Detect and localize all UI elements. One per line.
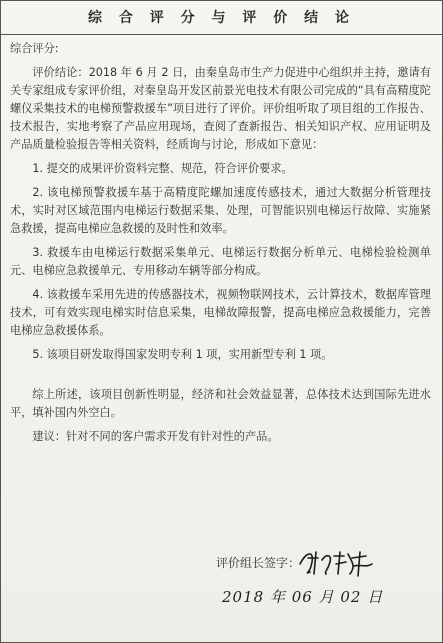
opinion-item-5: 5. 该项目研发取得国家发明专利 1 项，实用新型专利 1 项。 — [32, 348, 333, 361]
intro-paragraph: 评价结论：2018 年 6 月 2 日，由秦皇岛市生产力促进中心组织并主持，邀请有关专家组成专家评价组，对秦皇岛开发区前景光电技术有限公司完成的“具有高精度陀螺仪采集技术的电梯预警救援车”项目进行了评价。评价组听取了项目组的工作报告、技术报告，实地考察了产品应用现场，查阅了查新报告、相关知识产权、应用证明及产品质量检验报告等相关资料，经质询与讨论，形成如下意见： — [10, 66, 431, 151]
opinion-item-4: 4. 该救援车采用先进的传感器技术，视频物联网技术，云计算技术，数据库管理技术，可有效实现电梯实时信息采集，电梯故障报警，提高电梯应急救援能力，完善电梯应急救援体系。 — [10, 288, 431, 337]
signature-date: 2018 年 06 月 02 日 — [222, 588, 384, 606]
summary-paragraph: 综上所述，该项目创新性明显，经济和社会效益显著，总体技术达到国际先进水平，填补国内外空白。 — [10, 388, 431, 419]
title-row — [0, 0, 443, 35]
opinion-item-2: 2. 该电梯预警救援车基于高精度陀螺加速度传感技术，通过大数据分析管理技术，实时对区域范围内电梯运行数据采集、处理，可智能识别电梯运行故障、实施紧急救援，提高电梯应急救援的及时性和效率。 — [10, 186, 431, 235]
document-title: 综 合 评 分 与 评 价 结 论 — [88, 10, 355, 26]
handwritten-signature — [296, 544, 376, 580]
opinion-item-1: 1. 提交的成果评价资料完整、规范，符合评价要求。 — [32, 162, 293, 175]
opinion-item-3: 3. 救援车由电梯运行数据采集单元、电梯运行数据分析单元、电梯检验检测单元、电梯应急救援单元、专用移动车辆等部分构成。 — [10, 246, 431, 277]
signature-block — [0, 548, 443, 618]
spacer — [10, 370, 431, 386]
suggestion-paragraph: 建议：针对不同的客户需求开发有针对性的产品。 — [32, 430, 279, 443]
signature-label: 评价组长签字： — [216, 556, 301, 570]
score-label: 综合评分: — [10, 42, 59, 55]
